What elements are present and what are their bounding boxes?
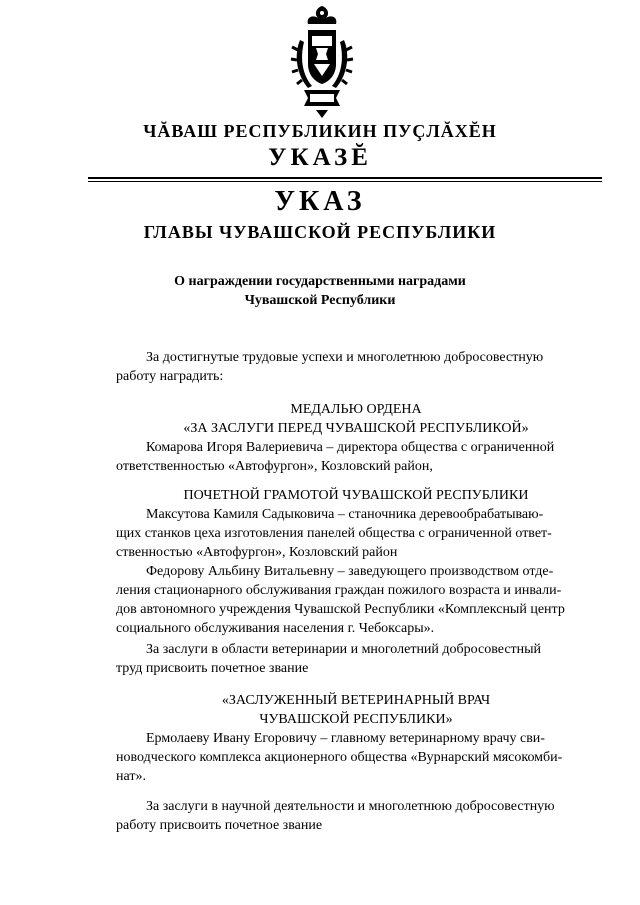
award2-recipient2 [116, 562, 596, 638]
emblem-icon [286, 2, 358, 120]
award3-heading-line2: ЧУВАШСКОЙ РЕСПУБЛИКИ» [259, 712, 453, 727]
decree-title-line1: О награждении государственными наградами [174, 274, 466, 289]
intro-line2: работу наградить: [116, 369, 224, 384]
award2-recipient1 [116, 505, 596, 562]
sci-intro-line2: работу присвоить почетное звание [116, 818, 323, 833]
award1-line1: Комарова Игоря Валериевича – директора общества с ограниченной [146, 440, 555, 455]
award2-p2-line4: социального обслуживания населения г. Чебоксары». [116, 621, 435, 636]
header-russian-line: ГЛАВЫ ЧУВАШСКОЙ РЕСПУБЛИКИ [143, 222, 497, 242]
award3-line3: нат». [116, 769, 146, 784]
vet-intro-line2: труд присвоить почетное звание [116, 661, 309, 676]
award2-heading-line: ПОЧЕТНОЙ ГРАМОТОЙ ЧУВАШСКОЙ РЕСПУБЛИКИ [183, 488, 529, 503]
header-russian-word: УКАЗ [274, 186, 366, 217]
award2-p1-line3: ственностью «Автофургон», Козловский район [116, 545, 398, 560]
award3-heading [116, 691, 596, 729]
award2-p2-line3: дов автономного учреждения Чувашской Республики «Комплексный центр [116, 602, 565, 617]
award1-line2: ответственностью «Автофургон», Козловский район, [116, 459, 433, 474]
award1-heading [116, 400, 596, 438]
award1-recipient [116, 438, 596, 476]
decree-title [120, 272, 520, 310]
award3-line2: новодческого комплекса акционерного общества «Вурнарский мясокомби- [116, 750, 563, 765]
header-divider-thin [88, 181, 602, 182]
award2-p2-line2: ления стационарного обслуживания граждан пожилого возраста и инвали- [116, 583, 562, 598]
header-chuvash-word: УКАЗĔ [268, 144, 372, 171]
award1-heading-line1: МЕДАЛЬЮ ОРДЕНА [290, 402, 422, 417]
header-divider-thick [88, 177, 602, 179]
award2-p1-line1: Максутова Камиля Садыковича – станочника деревообрабатываю- [146, 507, 544, 522]
vet-intro-line1: За заслуги в области ветеринарии и многолетний добросовестный [146, 642, 542, 657]
sci-intro-line1: За заслуги в научной деятельности и многолетнюю добросовестную [146, 799, 555, 814]
award1-heading-line2: «ЗА ЗАСЛУГИ ПЕРЕД ЧУВАШСКОЙ РЕСПУБЛИКОЙ» [183, 421, 529, 436]
award2-p2-line1: Федорову Альбину Витальевну – заведующего производством отде- [146, 564, 554, 579]
intro-line1: За достигнутые трудовые успехи и многолетнюю добросовестную [146, 350, 544, 365]
award3-heading-line1: «ЗАСЛУЖЕННЫЙ ВЕТЕРИНАРНЫЙ ВРАЧ [221, 693, 491, 708]
award2-heading [116, 486, 596, 505]
decree-title-line2: Чувашской Республики [244, 293, 396, 308]
sci-intro-paragraph [116, 797, 596, 835]
award2-p1-line2: щих станков цеха изготовления панелей общества с ограниченной ответ- [116, 526, 552, 541]
award3-line1: Ермолаеву Ивану Егоровичу – главному ветеринарному врачу сви- [146, 731, 545, 746]
award3-recipient [116, 729, 596, 786]
intro-paragraph [116, 348, 596, 386]
vet-intro-paragraph [116, 640, 596, 678]
header-chuvash-line: ЧĂВАШ РЕСПУБЛИКИН ПУÇЛĂХĔН [143, 121, 497, 141]
